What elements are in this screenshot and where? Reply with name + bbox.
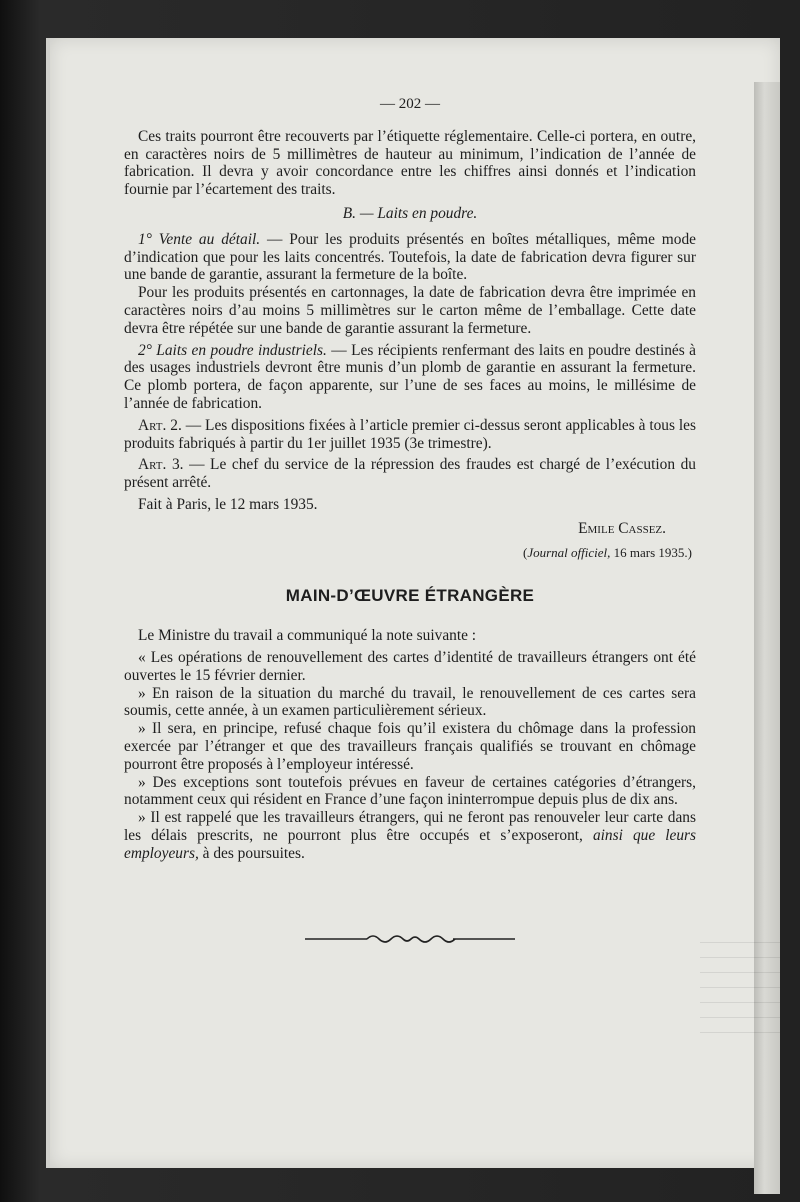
section-b-title: B. — Laits en poudre. [342, 204, 478, 222]
bleed-through-text [700, 928, 780, 1088]
source-date: 16 mars 1935. [610, 544, 688, 560]
note-paragraph-5-start: » Il est rappelé que les travailleurs étrangers, qui ne feront pas renouveler leur carte dans les délais prescrits, ne pourront plus être occupés et s’exposeront, [124, 809, 696, 844]
source-citation: (Journal officiel, 16 mars 1935.) [522, 544, 692, 560]
article-2-label: Art. 2. [138, 416, 182, 434]
note-paragraph-1: « Les opérations de renouvellement des cartes d’identité de travailleurs étrangers ont été ouvertes le 15 février dernier. [124, 648, 696, 684]
item-1-text: — Pour les produits présentés en boîtes métalliques, même mode d’indication que pour les laits concentrés. Toutefois, la date de fabrication devra figurer sur une bande de garantie, assurant la fermeture de la boîte. [124, 230, 696, 284]
note-paragraph-5-end: à des poursuites. [198, 844, 305, 862]
section-b-heading [124, 205, 696, 223]
item-1-paragraph [124, 231, 696, 284]
page-number: — 202 — [380, 96, 440, 112]
source-journal: Journal officiel, [527, 544, 611, 560]
intro-paragraph: Ces traits pourront être recouverts par l’étiquette réglementaire. Celle-ci portera, en outre, en caractères noirs de 5 millimètres de hauteur au minimum, l’indication de l’année de fabrication. Il devra y avoir concordance entre les chiffres ainsi donnés et l’indication fournie par l’écartement des traits. [124, 127, 696, 199]
section-heading: MAIN-D’ŒUVRE ÉTRANGÈRE [285, 586, 535, 606]
note-intro: Le Ministre du travail a communiqué la note suivante : [138, 627, 477, 645]
note-paragraph-3: » Il sera, en principe, refusé chaque fois qu’il existera du chômage dans la profession exercée par l’étranger et que des travailleurs français qualifiés se trouvant en chômage pourront être proposés à l’employeur intéressé. [124, 720, 696, 773]
item-2-text: — Les récipients renfermant des laits en poudre destinés à des usages industriels devront être munis d’un plomb de garantie en assurant la fermeture. Ce plomb portera, de façon apparente, sur l’une de ses faces au moins, le millésime de l’année de fabrication. [124, 341, 697, 412]
done-at-line: Fait à Paris, le 12 mars 1935. [138, 495, 318, 513]
item-2-lead: 2° Laits en poudre industriels. [138, 341, 327, 359]
note-paragraph-4: » Des exceptions sont toutefois prévues en faveur de certaines catégories d’étrangers, notamment ceux qui résident en France d’une façon ininterrompue depuis plus de dix ans. [124, 773, 696, 809]
item-2-paragraph [124, 342, 696, 413]
flourish-divider-icon [305, 932, 515, 946]
article-2-text: — Les dispositions fixées à l’article premier ci-dessus seront applicables à tous les produits fabriqués à partir du 1er juillet 1935 (3e trimestre). [124, 416, 697, 452]
signatory: Emile Cassez. [578, 519, 666, 537]
item-1-continuation: Pour les produits présentés en cartonnages, la date de fabrication devra être imprimée en caractères noirs d’au moins 5 millimètres sur le carton même de l’emballage. Cette date devra être répétée sur une bande de garantie assurant la fermeture. [124, 284, 696, 337]
article-3-label: Art. 3. [138, 456, 184, 474]
note-paragraph-5 [124, 809, 696, 862]
page-content [124, 96, 696, 951]
end-ornament [124, 932, 696, 951]
note-paragraph-5-emphasis: ainsi que leurs employeurs, [124, 826, 696, 862]
note-paragraph-2: » En raison de la situation du marché du travail, le renouvellement de ces cartes sera soumis, cette année, à un examen particulièrement sérieux. [124, 684, 696, 720]
article-3 [124, 456, 696, 492]
article-3-text: — Le chef du service de la répression des fraudes est chargé de l’exécution du présent arrêté. [124, 456, 697, 492]
item-1-lead: 1° Vente au détail. [138, 230, 261, 248]
article-2 [124, 417, 696, 453]
